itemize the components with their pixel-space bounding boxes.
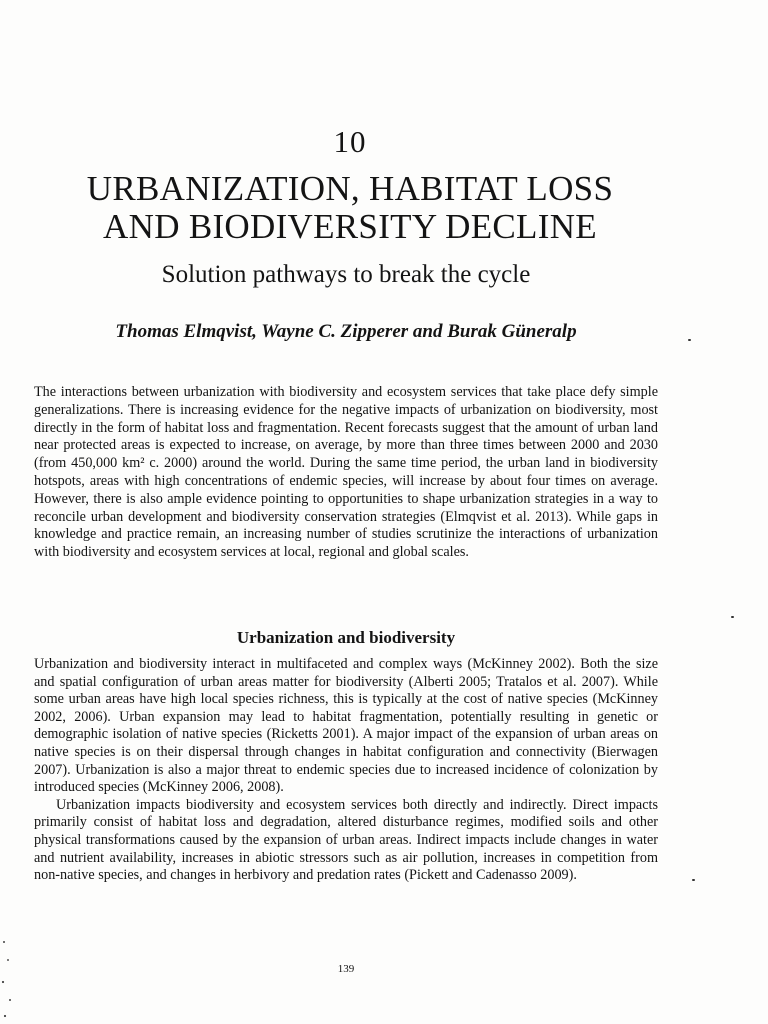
- scan-speck: [731, 616, 734, 618]
- chapter-title: [0, 170, 700, 246]
- section-heading: Urbanization and biodiversity: [236, 628, 456, 647]
- body-paragraph-2: Urbanization impacts biodiversity and ecosystem services both directly and indirectly. Direct impacts primarily consist of habitat loss and degradation, altered disturbance regimes, modified soils and other physical transformations caused by the expansion of urban areas. Indirect impacts include changes in water and nutrient availability, increases in abiotic stressors such as air pollution, increases in competition from non-native species, and changes in herbivory and predation rates (Pickett and Cadenasso 2009).: [34, 796, 658, 884]
- abstract: [34, 384, 658, 562]
- scan-speck: [688, 339, 691, 341]
- chapter-subtitle: Solution pathways to break the cycle: [161, 261, 531, 288]
- body-paragraph-1: Urbanization and biodiversity interact in multifaceted and complex ways (McKinney 2002). Both the size and spatial configuration of urban areas matter for biodiversity (Alberti 2005; Tratalos et al. 2007). While some urban areas have high local species richness, this is typically at the cost of native species (McKinney 2002, 2006). Urban expansion may lead to habitat fragmentation, potentially resulting in genetic or demographic isolation of native species (Ricketts 2001). A major impact of the expansion of urban areas on native species is on their dispersal through changes in habitat configuration and connectivity (Bierwagen 2007). Urbanization is also a major threat to endemic species due to increased incidence of colonization by introduced species (McKinney 2006, 2008).: [34, 656, 658, 796]
- abstract-paragraph: The interactions between urbanization with biodiversity and ecosystem services that take place defy simple generalizations. There is increasing evidence for the negative impacts of urbanization on biodiversity, most directly in the form of habitat loss and fragmentation. Recent forecasts suggest that the amount of urban land near protected areas is expected to increase, on average, by more than three times between 2000 and 2030 (from 450,000 km² c. 2000) around the world. During the same time period, the urban land in biodiversity hotspots, areas with high concentrations of endemic species, will increase by about four times on average. However, there is also ample evidence pointing to opportunities to shape urbanization strategies in a way to reconcile urban development and biodiversity conservation strategies (Elmqvist et al. 2013). While gaps in knowledge and practice remain, an increasing number of studies scrutinize the interactions of urbanization with biodiversity and ecosystem services at local, regional and global scales.: [34, 384, 658, 561]
- chapter-number: 10: [333, 124, 367, 159]
- page-number: 139: [337, 963, 355, 975]
- scan-speck: [692, 879, 695, 881]
- scan-edge-noise: [0, 930, 14, 1024]
- chapter-authors: Thomas Elmqvist, Wayne C. Zipperer and Burak Güneralp: [115, 321, 577, 342]
- chapter-title-line-1: URBANIZATION, HABITAT LOSS: [86, 169, 614, 208]
- section-body: [34, 656, 658, 885]
- chapter-title-line-2: AND BIODIVERSITY DECLINE: [103, 207, 597, 246]
